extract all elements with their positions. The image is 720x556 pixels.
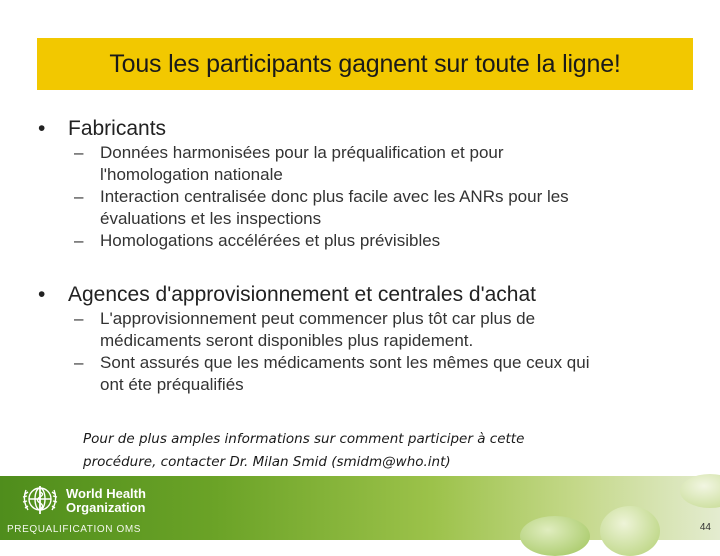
section-heading: Agences d'approvisionnement et centrales d'achat: [68, 283, 536, 306]
sub-bullet-text: [100, 352, 589, 396]
page-number: 44: [699, 522, 711, 533]
bullet-heading: [38, 282, 688, 308]
sub-bullet-line: évaluations et les inspections: [100, 209, 322, 228]
sub-bullet-line: Sont assurés que les médicaments sont les mêmes que ceux qui: [100, 353, 590, 372]
bullet-dot: •: [38, 117, 46, 140]
slide-title: Tous les participants gagnent sur toute la ligne!: [109, 49, 621, 78]
sub-bullet-text: [100, 230, 440, 252]
dash-marker: –: [74, 187, 84, 206]
bullet-heading: [38, 116, 688, 142]
sub-bullet-text: [100, 308, 535, 352]
contact-note-line: procédure, contacter Dr. Milan Smid (smidm@who.int): [83, 454, 451, 470]
sub-bullet: [74, 142, 688, 186]
decorative-pill: [680, 474, 720, 508]
section-procurement-agencies: [38, 282, 688, 396]
sub-bullet-line: Homologations accélérées et plus prévisibles: [100, 231, 441, 250]
decorative-pill: [600, 506, 660, 556]
sub-bullet-line: Interaction centralisée donc plus facile avec les ANRs pour les: [100, 187, 569, 206]
section-manufacturers: [38, 116, 688, 252]
decorative-pill: [520, 516, 590, 556]
dash-marker: –: [74, 231, 84, 250]
dash-marker: –: [74, 353, 84, 372]
dash-marker: –: [74, 143, 84, 162]
sub-bullet-line: Données harmonisées pour la préqualification et pour: [100, 143, 504, 162]
sub-bullet-line: L'approvisionnement peut commencer plus tôt car plus de: [100, 309, 536, 328]
program-label: PREQUALIFICATION OMS: [7, 524, 142, 535]
who-logo-line: World Health: [66, 486, 146, 501]
sub-bullet: [74, 186, 688, 230]
sub-bullet-text: [100, 186, 569, 230]
who-logo-text: [66, 487, 146, 515]
sub-bullet: [74, 352, 688, 396]
sub-bullet: [74, 308, 688, 352]
sub-bullet-line: ont éte préqualifiés: [100, 375, 244, 394]
sub-bullet-line: l'homologation nationale: [100, 165, 283, 184]
footer-band: [0, 476, 720, 540]
dash-marker: –: [74, 309, 84, 328]
who-emblem-icon: [20, 482, 60, 518]
contact-note: [83, 428, 643, 474]
bullet-dot: •: [38, 283, 46, 306]
section-heading: Fabricants: [68, 117, 167, 140]
contact-note-line: Pour de plus amples informations sur comment participer à cette: [83, 431, 525, 447]
who-logo-line: Organization: [66, 500, 146, 515]
slide-content: [38, 116, 688, 396]
sub-bullet: [74, 230, 688, 252]
sub-bullet-line: médicaments seront disponibles plus rapidement.: [100, 331, 474, 350]
sub-bullet-text: [100, 142, 504, 186]
slide-title-bar: [37, 38, 693, 90]
